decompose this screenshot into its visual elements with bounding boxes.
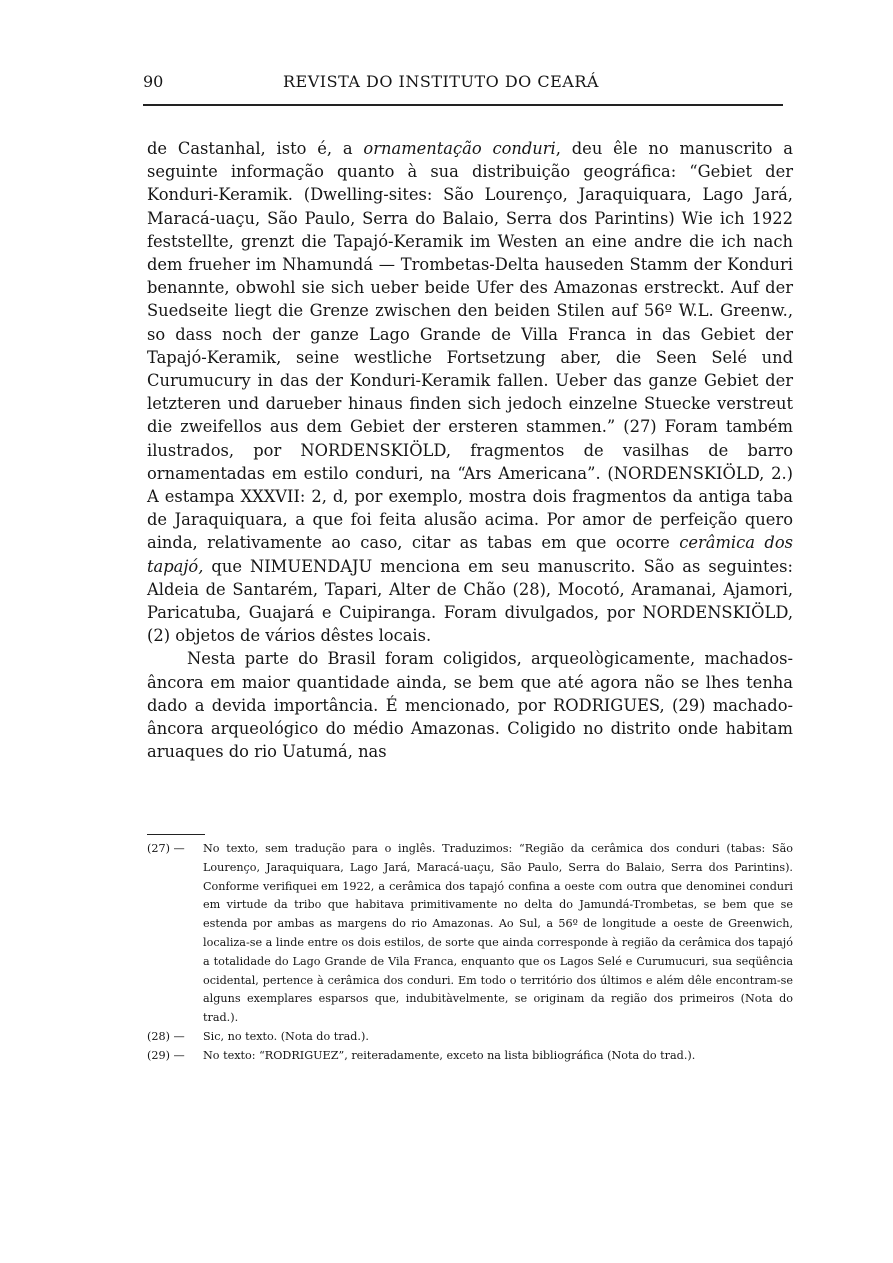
footnote-28	[147, 1028, 793, 1047]
footnote-29	[147, 1047, 793, 1066]
footnotes	[147, 840, 793, 1066]
header-rule	[143, 104, 783, 106]
footnote-text: No texto, sem tradução para o inglês. Traduzimos: “Região da cerâmica dos conduri (tabas: São Lourenço, Jaraquiquara, Lago Jará, Maracá-uaçu, São Paulo, Serra do Balaio, Serra dos Parintins). Conforme verifiquei em 1922, a cerâmica dos tapajó confina a oeste com outra que denominei conduri em virtude da tribo que habitava primitivamente no delta do Jamundá-Trombetas, se bem que se estenda por ambas as margens do rio Amazonas. Ao Sul, a 56º de longitude a oeste de Greenwich, localiza-se a linde entre os dois estilos, de sorte que ainda corresponde à região da cerâmica dos tapajó a totalidade do Lago Grande de Vila Franca, enquanto que os Lagos Selé e Curumucuri, sua seqüência ocidental, pertence à cerâmica dos conduri. Em todo o território dos últimos e além dêle encontram-se alguns exemplares esparsos que, indubitàvelmente, se originam da região dos primeiros (Nota do trad.).	[203, 842, 793, 1025]
body-text	[147, 137, 793, 763]
footnote-mark: (27) —	[147, 842, 185, 855]
italic-ornamentacao: ornamentação conduri	[363, 139, 556, 158]
paragraph-2: Nesta parte do Brasil foram coligidos, arqueològicamente, machados-âncora em maior quantidade ainda, se bem que até agora não se lhes tenha dado a devida importância. É mencionado, por RODRIGUES, (29) machado-âncora arqueológico do médio Amazonas. Coligido no distrito onde habitam aruaques do rio Uatumá, nas	[147, 649, 793, 762]
footnote-mark: (28) —	[147, 1029, 185, 1043]
footnote-mark: (29) —	[147, 1048, 185, 1062]
footnote-text: No texto: “RODRIGUEZ”, reiteradamente, exceto na lista bibliográfica (Nota do trad.).	[203, 1048, 696, 1062]
footnote-text: Sic, no texto. (Nota do trad.).	[203, 1029, 369, 1043]
footnote-27	[147, 840, 793, 1028]
page-number: 90	[143, 72, 164, 91]
page-header	[143, 72, 783, 98]
paragraph-1: de Castanhal, isto é, a ornamentação conduri, deu êle no manuscrito a seguinte informação quanto à sua distribuição geográfica: “Gebiet der Konduri-Keramik. (Dwelling-sites: São Lourenço, Jaraquiquara, Lago Jará, Maracá-uaçu, São Paulo, Serra do Balaio, Serra dos Parintins) Wie ich 1922 feststellte, grenzt die Tapajó-Keramik im Westen an eine andre die ich nach dem frueher im Nhamundá — Trombetas-Delta hauseden Stamm der Konduri benannte, obwohl sie sich ueber beide Ufer des Amazonas erstreckt. Auf der Suedseite liegt die Grenze zwischen den beiden Stilen auf 56º W.L. Greenw., so dass noch der ganze Lago Grande de Villa Franca in das Gebiet der Tapajó-Keramik, seine westliche Fortsetzung aber, die Seen Selé und Curumucury in das der Konduri-Keramik fallen. Ueber das ganze Gebiet der letzteren und darueber hinaus finden sich jedoch einzelne Stuecke verstreut die zweifellos aus dem Gebiet der ersteren stammen.” (27) Foram também ilustrados, por NORDENSKIÖLD, fragmentos de vasilhas de barro ornamentadas em estilo conduri, na “Ars Americana”. (NORDENSKIÖLD, 2.) A estampa XXXVII: 2, d, por exemplo, mostra dois fragmentos da antiga taba de Jaraquiquara, a que foi feita alusão acima. Por amor de perfeição quero ainda, relativamente ao caso, citar as tabas em que ocorre cerâmica dos tapajó, que NIMUENDAJU menciona em seu manuscrito. São as seguintes: Aldeia de Santarém, Tapari, Alter de Chão (28), Mocotó, Aramanai, Ajamori, Paricatuba, Guajará e Cuipiranga. Foram divulgados, por NORDENSKIÖLD, (2) objetos de vários dêstes locais.	[147, 139, 793, 646]
footnote-rule	[147, 834, 205, 835]
running-title: REVISTA DO INSTITUTO DO CEARÁ	[283, 72, 599, 91]
italic-ceramica-tapajo: cerâmica dos tapajó,	[147, 533, 793, 576]
